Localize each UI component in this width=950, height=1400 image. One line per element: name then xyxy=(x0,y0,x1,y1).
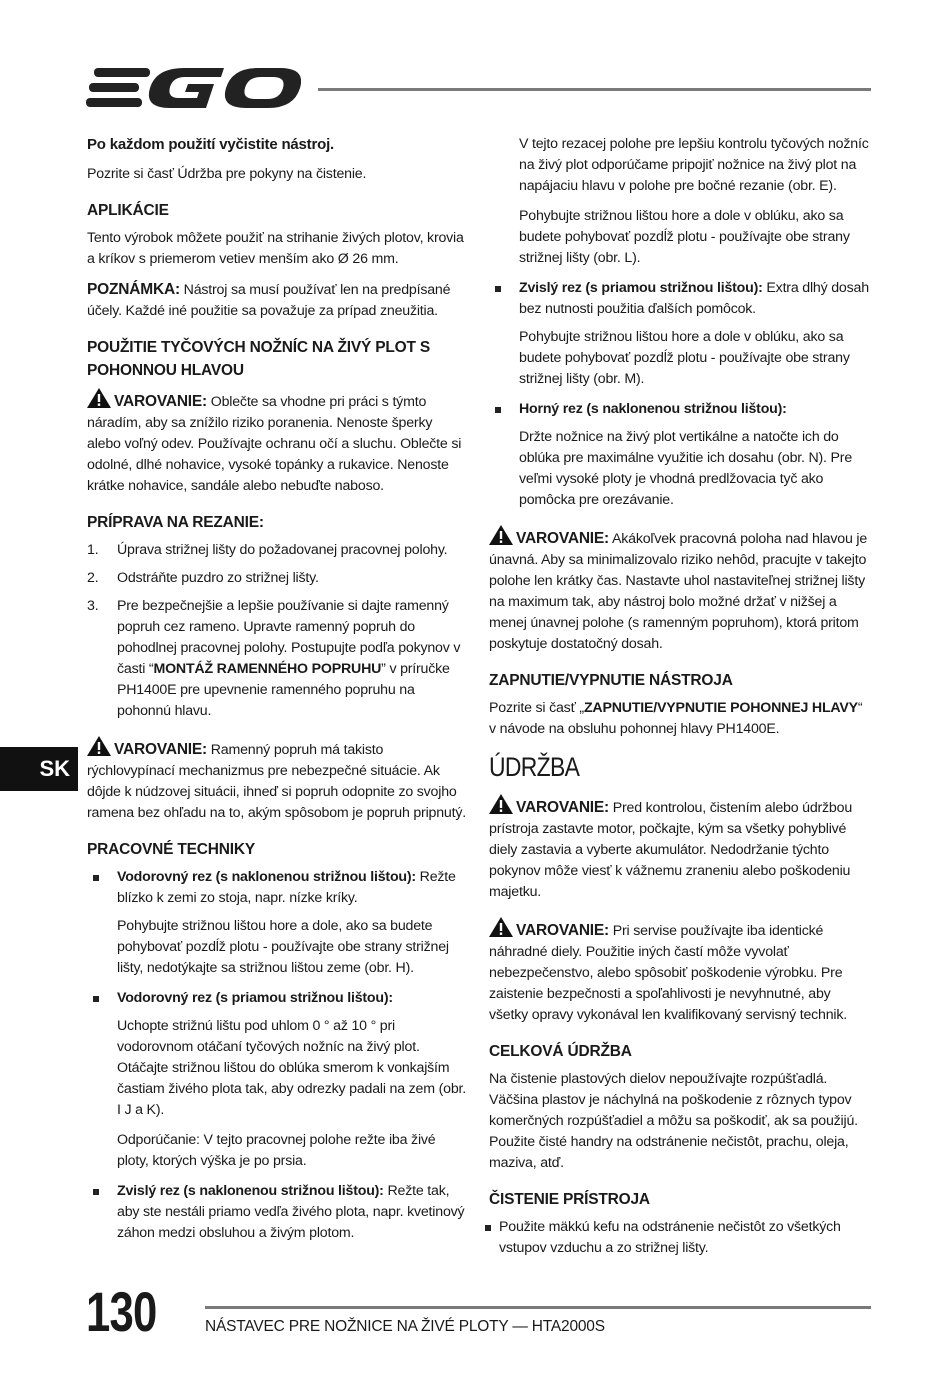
warning-label: VAROVANIE: xyxy=(516,530,610,547)
list-number: 3. xyxy=(87,598,99,614)
heading-pouzitie: POUŽITIE TYČOVÝCH NOŽNÍC NA ŽIVÝ PLOT S POHONNOU HLAVOU xyxy=(87,339,430,379)
bullet-marker xyxy=(87,867,117,909)
bullet-item xyxy=(87,867,469,909)
bullet-text: Extra dlhý dosah bez nutnosti použitia ďalších pomôcok. xyxy=(519,280,869,317)
bullet-sub-text: V tejto rezacej polohe pre lepšiu kontrolu tyčových nožníc na živý plot odporúčame pripojiť nožnice na živý plot na napájaciu hlavu v polohe pre bočné rezanie (obr. E). xyxy=(519,136,869,194)
clean-text: Pozrite si časť Údržba pre pokyny na čistenie. xyxy=(87,166,367,182)
warning-icon xyxy=(489,525,513,545)
aplikacie-text: Tento výrobok môžete použiť na strihanie živých plotov, krovia a kríkov s priemerom vetiev menším ako Ø 26 mm. xyxy=(87,230,464,267)
list-text xyxy=(117,596,469,722)
note-label: POZNÁMKA: xyxy=(87,281,180,298)
warning-3 xyxy=(489,525,873,655)
note-text: Nástroj sa musí používať len na predpísané účely. Každé iné použitie sa považuje za prípad zneužitia. xyxy=(87,282,451,319)
warning-icon xyxy=(489,794,513,814)
warning-2 xyxy=(87,736,469,824)
heading-celkova: CELKOVÁ ÚDRŽBA xyxy=(489,1043,632,1060)
zapnutie-text xyxy=(489,698,873,740)
bullet-label: Horný rez (s naklonenou strižnou lištou): xyxy=(519,401,787,417)
heading-priprava: PRÍPRAVA NA REZANIE: xyxy=(87,514,264,531)
heading-aplikacie: APLIKÁCIE xyxy=(87,202,169,219)
bullet-item xyxy=(489,278,873,320)
ego-logo xyxy=(86,62,301,114)
zapnutie-text-bold: ZAPNUTIE/VYPNUTIE POHONNEJ HLAVY xyxy=(583,700,858,716)
warning-icon xyxy=(87,388,111,408)
bullet-sub-text: Odporúčanie: V tejto pracovnej polohe režte iba živé ploty, ktorých výška je po prsia. xyxy=(117,1132,436,1169)
language-tab: SK xyxy=(0,747,78,791)
step3-text-bold: MONTÁŽ RAMENNÉHO POPRUHU xyxy=(153,661,382,677)
right-column xyxy=(489,134,873,1266)
bullet-sub-text: Pohybujte strižnou lištou hore a dole v oblúku, ako sa budete pohybovať pozdĺž plotu - používajte obe strany strižnej lišty (obr. M). xyxy=(519,329,850,387)
bullet-item xyxy=(87,988,469,1009)
warning-text: Pri servise používajte iba identické náhradné diely. Použitie iných častí môže vyvolať nebezpečenstvo, alebo spôsobiť poškodenie výrobku. Pre zaistenie bezpečnosti a spoľahlivosti je nevyhnutné, aby všetky opravy vykonával len kvalifikovaný servisný technik. xyxy=(489,923,848,1023)
step3-text-a: Pre bezpečnejšie a lepšie používanie si dajte ramenný popruh cez rameno. Upravte ramenný popruh do pohodlnej pracovnej polohy. Postupujte podľa pokynov v časti “ xyxy=(117,598,461,677)
list-item xyxy=(87,568,469,589)
warning-text: Ramenný popruh má takisto rýchlovypínací mechanizmus pre nebezpečné situácie. Ak dôjde k núdzovej situácii, ihneď si popruh odopnite zo svojho ramena bez ohľadu na to, akým spôsobom je popruh pripnutý. xyxy=(87,742,466,821)
list-number: 1. xyxy=(87,542,99,558)
list-text: Odstráňte puzdro zo strižnej lišty. xyxy=(117,570,319,586)
warning-label: VAROVANIE: xyxy=(114,393,208,410)
bullet-label: Zvislý rez (s priamou strižnou lištou): xyxy=(519,280,763,296)
list-item xyxy=(87,596,469,722)
note-paragraph xyxy=(87,279,469,322)
warning-text: Akákoľvek pracovná poloha nad hlavou je únavná. Aby sa minimalizovalo riziko nehôd, pracujte v takejto polohe len krátky čas. Nastavte uhol nastaviteľnej strižnej lišty na maximum tak, aby nástroj bolo možné držať v nižšej a menej únavnej polohe (s ramenným popruhom), ktorá pritom poskytuje dostatočný dosah. xyxy=(489,531,868,652)
header-rule xyxy=(318,88,871,91)
bullet-label: Zvislý rez (s naklonenou strižnou lištou): xyxy=(117,1183,384,1199)
bullet-marker xyxy=(479,1217,499,1259)
bullet-item xyxy=(479,1217,873,1259)
bullet-sub-text: Držte nožnice na živý plot vertikálne a natočte ich do oblúka pre maximálne využitie ich dosahu (obr. N). Pre veľmi vysoké ploty je vhodná predlžovacia tyč ako pomôcka pre orezávanie. xyxy=(519,429,853,508)
footer-title: NÁSTAVEC PRE NOŽNICE NA ŽIVÉ PLOTY — HTA2000S xyxy=(205,1318,605,1335)
bullet-marker xyxy=(489,399,519,420)
warning-icon xyxy=(87,736,111,756)
zapnutie-text-c: “ v návode na obsluhu pohonnej hlavy PH1400E. xyxy=(489,700,863,737)
list-item xyxy=(87,540,469,561)
bullet-marker xyxy=(489,278,519,320)
list-text: Úprava strižnej lišty do požadovanej pracovnej polohy. xyxy=(117,542,448,558)
left-column xyxy=(87,134,469,1251)
celkova-text: Na čistenie plastových dielov nepoužívajte rozpúšťadlá. Väčšina plastov je náchylná na poškodenie z rôznych typov komerčných rozpúšťadiel a môžu sa poškodiť, ak sa použijú. Použite čisté handry na odstránenie nečistôt, prachu, oleja, maziva, atď. xyxy=(489,1071,858,1171)
list-number: 2. xyxy=(87,570,99,586)
warning-label: VAROVANIE: xyxy=(114,741,208,758)
clean-title: Po každom použití vyčistite nástroj. xyxy=(87,136,335,153)
footer-rule xyxy=(205,1306,871,1309)
page-number: 130 xyxy=(86,1280,157,1343)
heading-cistenie: ČISTENIE PRÍSTROJA xyxy=(489,1191,650,1208)
bullet-label: Vodorovný rez (s priamou strižnou lištou): xyxy=(117,990,393,1006)
warning-text: Oblečte sa vhodne pri práci s týmto náradím, aby sa znížilo riziko poranenia. Nenoste šperky alebo voľný odev. Používajte ochranu očí a sluchu. Oblečte si odolné, dlhé nohavice, vysoké topánky a rukavice. Nenoste krátke nohavice, sandále alebo nebuďte naboso. xyxy=(87,394,462,494)
heading-zapnutie: ZAPNUTIE/VYPNUTIE NÁSTROJA xyxy=(489,672,733,689)
bullet-label: Vodorovný rez (s naklonenou strižnou lištou): xyxy=(117,869,416,885)
bullet-marker xyxy=(87,1181,117,1244)
warning-4 xyxy=(489,794,873,903)
bullet-marker xyxy=(87,988,117,1009)
bullet-item xyxy=(87,1181,469,1244)
zapnutie-text-a: Pozrite si časť „ xyxy=(489,700,584,716)
warning-text: Pred kontrolou, čistením alebo údržbou prístroja zastavte motor, počkajte, kým sa všetky pohyblivé diely zastavia a vyberte akumulátor. Nedodržanie týchto pokynov môže viesť k vážnemu zraneniu alebo poškodeniu majetku. xyxy=(489,800,853,900)
warning-label: VAROVANIE: xyxy=(516,799,610,816)
warning-5 xyxy=(489,917,873,1026)
heading-techniky: PRACOVNÉ TECHNIKY xyxy=(87,841,255,858)
bullet-text: Použite mäkkú kefu na odstránenie nečistôt zo všetkých vstupov vzduchu a zo strižnej lišty. xyxy=(499,1219,841,1256)
bullet-sub-text: Pohybujte strižnou lištou hore a dole v oblúku, ako sa budete pohybovať pozdĺž plotu - používajte obe strany strižnej lišty (obr. L). xyxy=(519,208,850,266)
bullet-text: Režte tak, aby ste nestáli priamo vedľa živého plota, napr. kvetinový záhon medzi obsluhou a živým plotom. xyxy=(117,1183,465,1241)
heading-udrzba: ÚDRŽBA xyxy=(489,752,580,782)
bullet-sub-text: Uchopte strižnú lištu pod uhlom 0 ° až 10 ° pri vodorovnom otáčaní tyčových nožníc na živý plot. Otáčajte strižnou lištou do oblúka smerom k vonkajším častiam živého plota tak, aby odrezky padali na zem (obr. I J a K). xyxy=(117,1018,466,1118)
warning-1 xyxy=(87,388,469,497)
bullet-text: Režte blízko k zemi zo stoja, napr. nízke kríky. xyxy=(117,869,456,906)
warning-label: VAROVANIE: xyxy=(516,922,610,939)
warning-icon xyxy=(489,917,513,937)
step3-text-c: ” v príručke PH1400E pre upevnenie ramenného popruhu na pohonnú hlavu. xyxy=(117,661,450,719)
bullet-sub-text: Pohybujte strižnou lištou hore a dole, ako sa budete pohybovať pozdĺž plotu - používajte obe strany strižnej lišty, nedotýkajte sa strižnou lištou zeme (obr. H). xyxy=(117,918,449,976)
bullet-item xyxy=(489,399,873,420)
